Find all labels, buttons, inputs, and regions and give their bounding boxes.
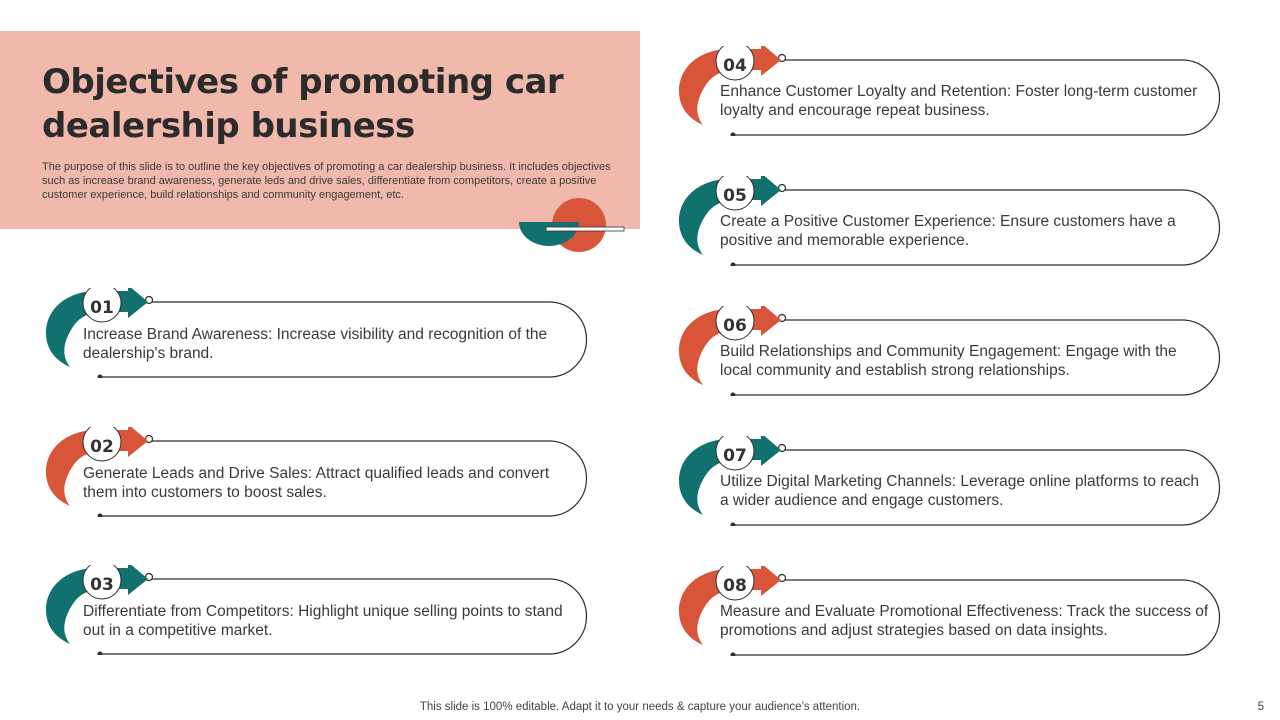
- objective-text: Utilize Digital Marketing Channels: Leverage online platforms to reach a wider audience and engage customers.: [720, 473, 1200, 509]
- objective-item-04: [677, 46, 1222, 136]
- slide-footer: This slide is 100% editable. Adapt it to your needs & capture your audience’s attention.: [419, 701, 861, 713]
- objective-number: 07: [723, 446, 747, 466]
- slide-title: Objectives of promoting car dealership business: [42, 62, 564, 146]
- objective-item-05: [677, 176, 1222, 266]
- objective-text: Enhance Customer Loyalty and Retention: Foster long-term customer loyalty and encourage repeat business.: [720, 83, 1198, 119]
- objective-item-03: [44, 565, 589, 655]
- slide-subtitle: The purpose of this slide is to outline the key objectives of promoting a car dealership business. It includes objectives such as increase brand awareness, generate leds and drive sales, differentiate from competitors, create a positive customer experience, build relationships and community engagement, etc.: [42, 161, 611, 201]
- objective-number: 03: [90, 575, 114, 595]
- decorative-circles: [518, 196, 628, 256]
- objective-text: Create a Positive Customer Experience: Ensure customers have a positive and memorable experience.: [720, 213, 1176, 249]
- objective-text: Increase Brand Awareness: Increase visibility and recognition of the dealership's brand.: [83, 326, 548, 362]
- objective-item-01: [44, 288, 589, 378]
- objective-number: 05: [723, 186, 747, 206]
- objective-text: Generate Leads and Drive Sales: Attract qualified leads and convert them into customers to boost sales.: [83, 465, 550, 501]
- page-number: 5: [1257, 701, 1264, 713]
- objective-number: 06: [723, 316, 747, 336]
- objective-number: 02: [90, 437, 114, 457]
- objective-item-08: [677, 566, 1222, 656]
- objective-item-06: [677, 306, 1222, 396]
- objective-text: Build Relationships and Community Engagement: Engage with the local community and establish strong relationships.: [720, 343, 1177, 379]
- objective-item-02: [44, 427, 589, 517]
- objective-number: 04: [723, 56, 747, 76]
- objective-number: 08: [723, 576, 747, 596]
- objective-text: Measure and Evaluate Promotional Effectiveness: Track the success of promotions and adjust strategies based on data insights.: [720, 603, 1209, 639]
- objective-number: 01: [90, 298, 114, 318]
- objective-text: Differentiate from Competitors: Highlight unique selling points to stand out in a competitive market.: [83, 603, 563, 639]
- objective-item-07: [677, 436, 1222, 526]
